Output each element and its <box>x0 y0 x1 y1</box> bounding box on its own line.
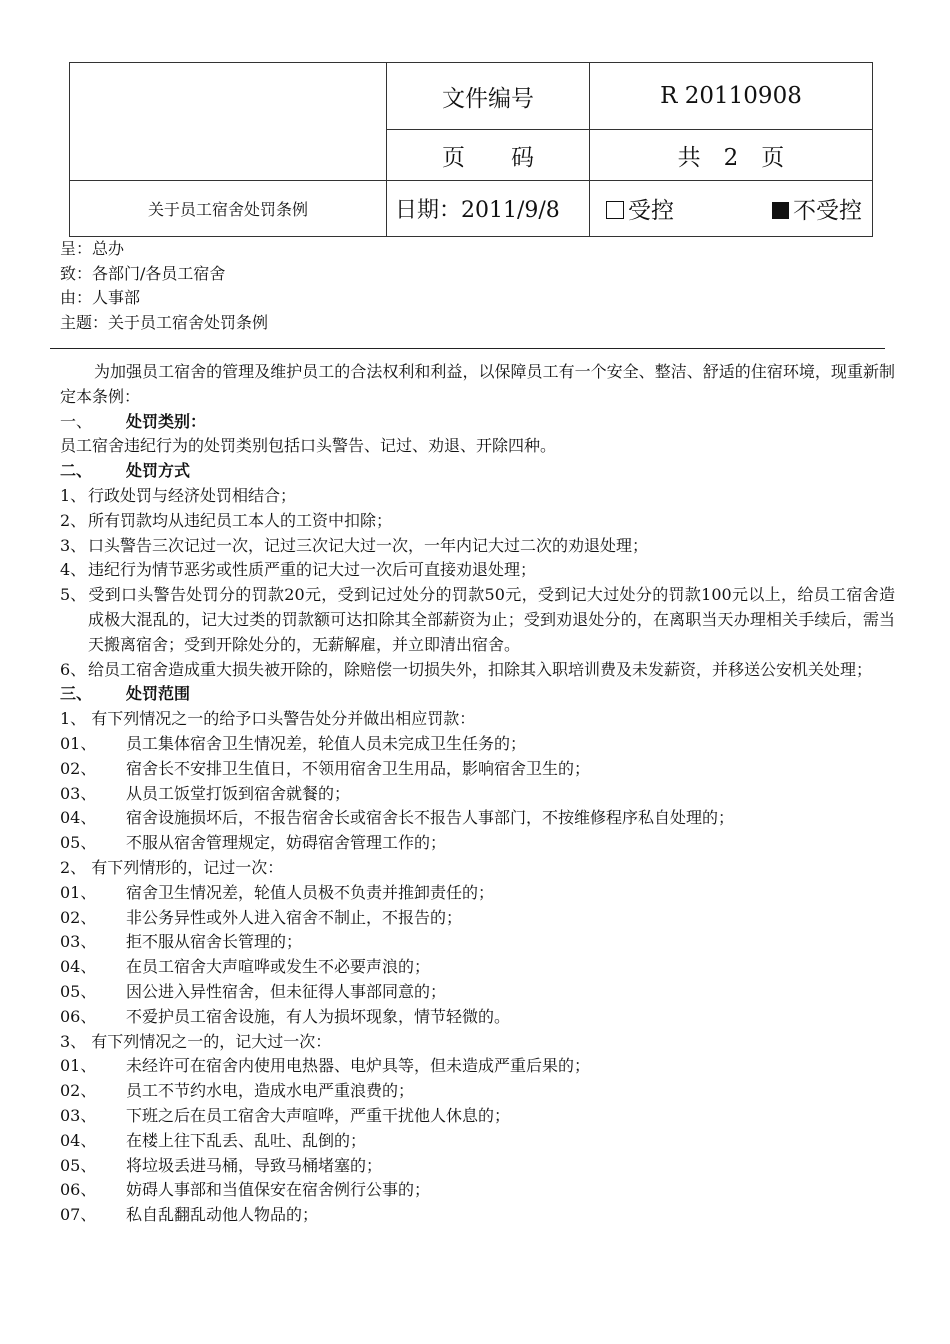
list-item-text: 宿舍设施损坏后，不报告宿舍长或宿舍长不报告人事部门，不按维修程序私自处理的； <box>126 808 735 828</box>
memo-from: 由：人事部 <box>60 288 141 307</box>
list-item-text: 私自乱翻乱动他人物品的； <box>126 1205 319 1225</box>
uncontrolled-option <box>772 192 862 225</box>
list-item <box>60 1104 895 1129</box>
file-number-label: 文件编号 <box>387 63 590 130</box>
document-header-table <box>69 62 873 237</box>
section-2-list <box>60 484 895 682</box>
list-item-number: 05、 <box>60 981 97 1001</box>
section-3-heading <box>60 682 895 707</box>
section-title: 处罚类别： <box>126 411 207 431</box>
section-number: 一、 <box>60 411 93 431</box>
list-item <box>60 658 895 683</box>
section-1-text: 员工宿舍违纪行为的处罚类别包括口头警告、记过、劝退、开除四种。 <box>60 436 557 456</box>
list-item <box>60 906 895 931</box>
list-item-number: 03、 <box>60 1105 97 1125</box>
logo-cell <box>70 63 387 181</box>
list-item <box>60 732 895 757</box>
list-item <box>60 806 895 831</box>
list-item <box>60 558 895 583</box>
list-item <box>60 1054 895 1079</box>
list-item <box>60 757 895 782</box>
intro-paragraph: 为加强员工宿舍的管理及维护员工的合法权利和利益，以保障员工有一个安全、整洁、舒适的住宿环境，现重新制定本条例： <box>60 362 895 406</box>
section-2-heading <box>60 459 895 484</box>
list-item <box>60 881 895 906</box>
list-item-number: 02、 <box>60 758 97 778</box>
list-item <box>60 831 895 856</box>
list-item-number: 05、 <box>60 1155 97 1175</box>
list-item-text: 因公进入异性宿舍，但未征得人事部同意的； <box>126 981 447 1001</box>
list-item-number: 06、 <box>60 1180 97 1200</box>
list-item-number: 6、 <box>60 659 87 679</box>
list-item-number: 03、 <box>60 783 97 803</box>
list-item-text: 员工不节约水电，造成水电严重浪费的； <box>126 1081 415 1101</box>
controlled-option <box>606 192 674 225</box>
list-item <box>60 534 895 559</box>
list-item <box>60 980 895 1005</box>
list-item-number: 1、 <box>60 485 87 505</box>
list-item-text: 给员工宿舍造成重大损失被开除的，除赔偿一切损失外，扣除其入职培训费及未发薪资，并移送公安机关处理； <box>88 659 873 679</box>
list-item <box>60 1079 895 1104</box>
list-item-number: 2、 <box>60 510 87 530</box>
list-item-text: 宿舍卫生情况差，轮值人员极不负责并推卸责任的； <box>126 882 495 902</box>
list-item <box>60 1203 895 1228</box>
list-item-text: 不服从宿舍管理规定，妨碍宿舍管理工作的； <box>126 833 447 853</box>
section-title: 处罚方式 <box>126 461 191 481</box>
list-item-number: 01、 <box>60 882 97 902</box>
list-item-number: 3、 <box>60 535 87 555</box>
section-number: 三、 <box>60 684 93 704</box>
list-item <box>60 484 895 509</box>
list-item-number: 06、 <box>60 1006 97 1026</box>
list-item-text: 妨碍人事部和当值保安在宿舍例行公事的； <box>126 1180 431 1200</box>
sub-group-title: 3、 有下列情况之一的，记大过一次： <box>60 1031 332 1051</box>
list-item <box>60 930 895 955</box>
memo-subject: 主题：关于员工宿舍处罚条例 <box>60 312 269 332</box>
list-item-text: 不爱护员工宿舍设施，有人为损坏现象，情节轻微的。 <box>126 1006 511 1026</box>
page-label: 页 码 <box>387 130 590 181</box>
list-item-text: 下班之后在员工宿舍大声喧哗，严重干扰他人休息的； <box>126 1105 511 1125</box>
list-item <box>60 509 895 534</box>
section-1-heading <box>60 410 895 435</box>
document-body <box>60 360 895 1228</box>
list-item <box>60 583 895 657</box>
section-title: 处罚范围 <box>126 684 191 704</box>
filled-checkbox-icon <box>772 202 789 219</box>
divider-line <box>50 348 885 349</box>
list-item-text: 未经许可在宿舍内使用电热器、电炉具等，但未造成严重后果的； <box>126 1056 591 1076</box>
list-item <box>60 1154 895 1179</box>
list-item-text: 受到口头警告处罚分的罚款20元，受到记过处分的罚款50元，受到记大过处分的罚款100元以上，给员工宿舍造成极大混乱的，记大过类的罚款额可达扣除其全部薪资为止；受到劝退处分的，在离职当天办理相关手续后，需当天搬离宿舍；受到开除处分的，无薪解雇，并立即清出宿舍。 <box>88 585 895 654</box>
memo-to: 致：各部门/各员工宿舍 <box>60 263 226 283</box>
list-item-number: 04、 <box>60 808 97 828</box>
list-item-number: 4、 <box>60 560 87 580</box>
document-title: 关于员工宿舍处罚条例 <box>70 181 387 237</box>
sub-group-title: 1、 有下列情况之一的给予口头警告处分并做出相应罚款： <box>60 709 476 729</box>
sub-group-title: 2、 有下列情形的，记过一次： <box>60 857 284 877</box>
list-item <box>60 1005 895 1030</box>
list-item <box>60 782 895 807</box>
list-item-text: 在楼上往下乱丢、乱吐、乱倒的； <box>126 1130 367 1150</box>
list-item-text: 违纪行为情节恶劣或性质严重的记大过一次后可直接劝退处理； <box>88 560 537 580</box>
list-item-text: 员工集体宿舍卫生情况差，轮值人员未完成卫生任务的； <box>126 733 527 753</box>
list-item-number: 05、 <box>60 833 97 853</box>
list-item-number: 04、 <box>60 957 97 977</box>
list-item-number: 02、 <box>60 1081 97 1101</box>
list-item-number: 01、 <box>60 733 97 753</box>
memo-block <box>60 237 268 335</box>
list-item-text: 所有罚款均从违纪员工本人的工资中扣除； <box>88 510 393 530</box>
list-item-text: 在员工宿舍大声喧哗或发生不必要声浪的； <box>126 957 431 977</box>
list-item <box>60 1129 895 1154</box>
memo-to-leader: 呈：总办 <box>60 239 125 258</box>
list-item-number: 02、 <box>60 907 97 927</box>
list-item-number: 01、 <box>60 1056 97 1076</box>
uncontrolled-label: 不受控 <box>793 198 862 224</box>
list-item-text: 从员工饭堂打饭到宿舍就餐的； <box>126 783 351 803</box>
list-item <box>60 955 895 980</box>
list-item-text: 宿舍长不安排卫生值日，不领用宿舍卫生用品，影响宿舍卫生的； <box>126 758 591 778</box>
list-item-number: 07、 <box>60 1205 97 1225</box>
empty-checkbox-icon <box>606 201 624 219</box>
list-item-number: 5、 <box>60 585 87 605</box>
list-item-number: 04、 <box>60 1130 97 1150</box>
section-3-list <box>60 707 895 1228</box>
control-status-cell <box>590 181 873 237</box>
controlled-label: 受控 <box>628 198 674 224</box>
list-item-text: 非公务异性或外人进入宿舍不制止，不报告的； <box>126 907 463 927</box>
document-date: 日期：2011/9/8 <box>387 181 590 237</box>
list-item-text: 口头警告三次记过一次，记过三次记大过一次，一年内记大过二次的劝退处理； <box>88 535 649 555</box>
list-item-text: 行政处罚与经济处罚相结合； <box>88 485 297 505</box>
list-item-text: 将垃圾丢进马桶，导致马桶堵塞的； <box>126 1155 383 1175</box>
file-number-value: R 20110908 <box>590 63 873 130</box>
section-number: 二、 <box>60 461 93 481</box>
list-item <box>60 1178 895 1203</box>
list-item-number: 03、 <box>60 932 97 952</box>
page-count: 共 2 页 <box>590 130 873 181</box>
list-item-text: 拒不服从宿舍长管理的； <box>126 932 303 952</box>
